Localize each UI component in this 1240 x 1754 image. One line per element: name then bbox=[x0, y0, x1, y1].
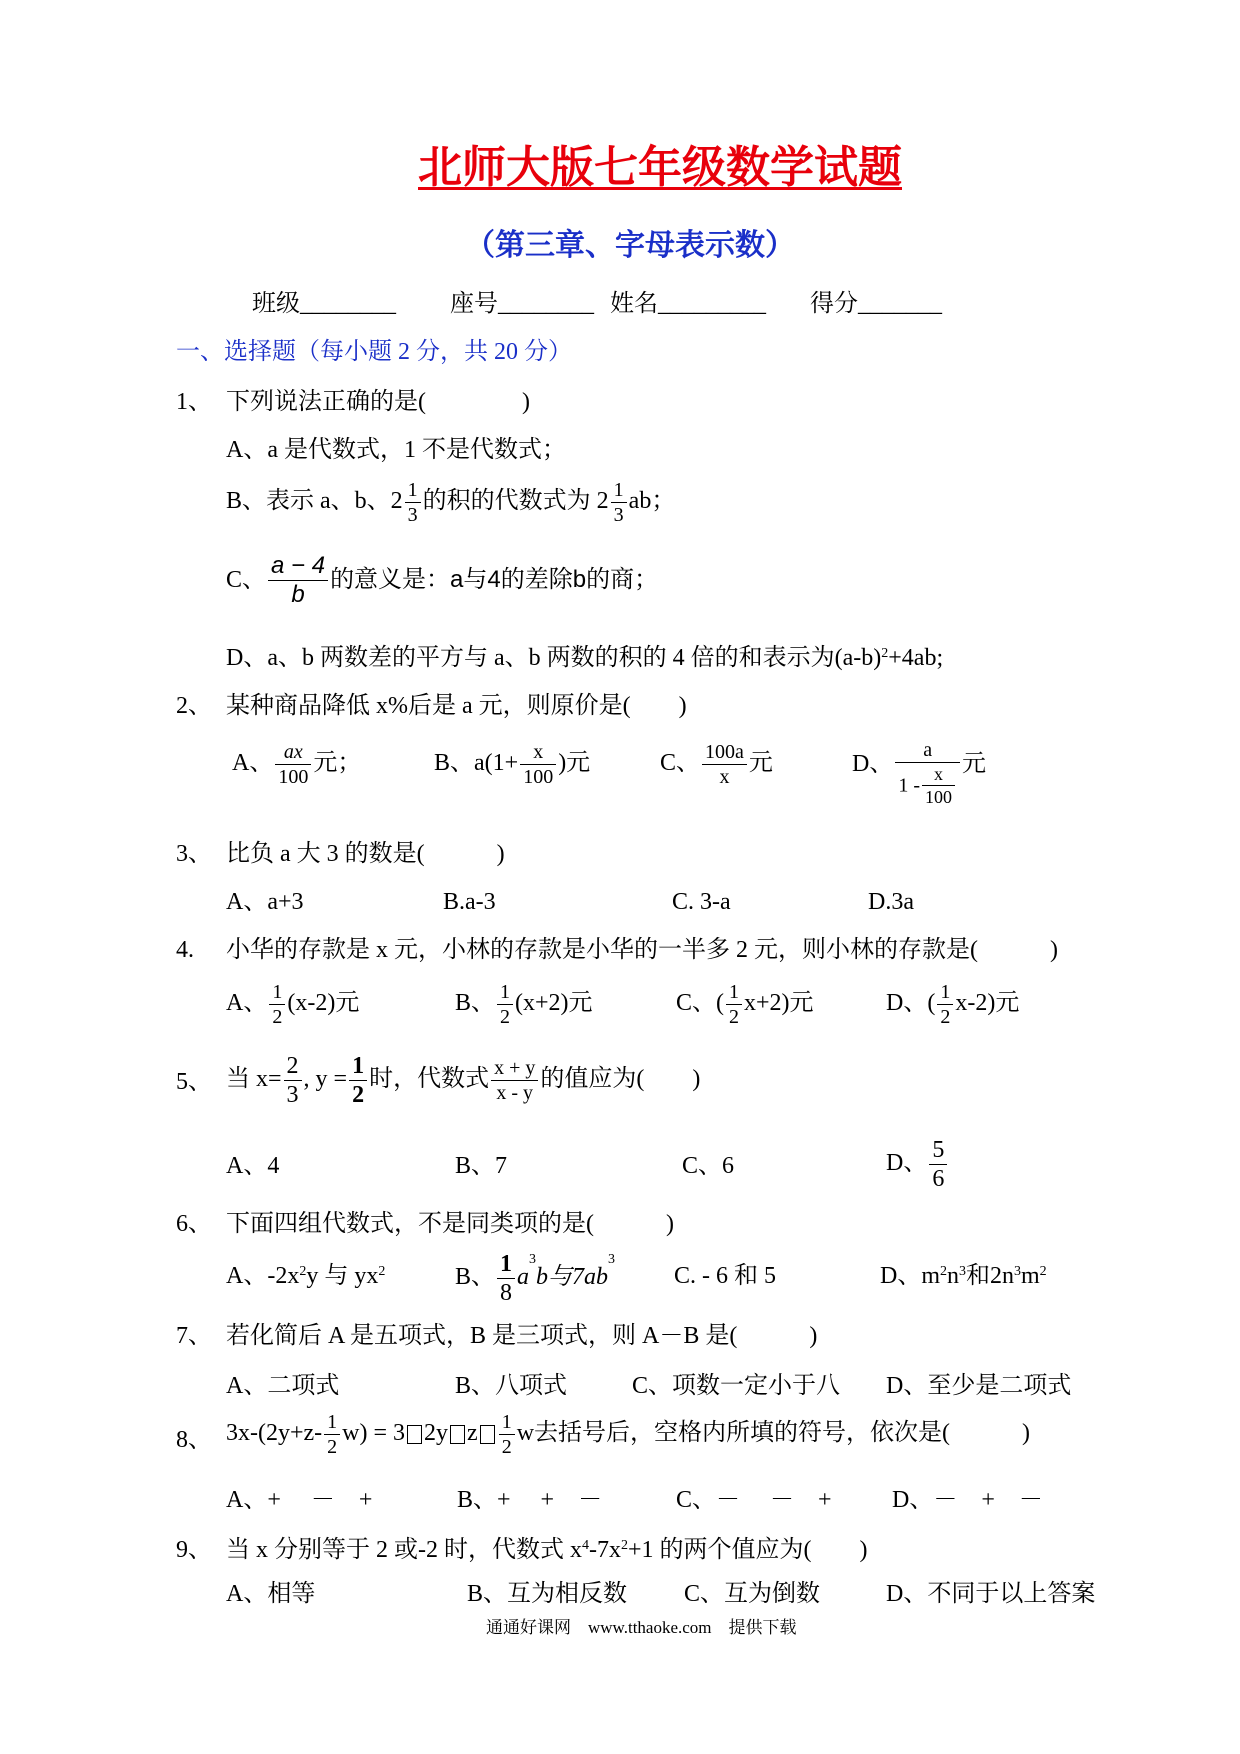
q8-option-d: D、－ + － bbox=[892, 1487, 1043, 1513]
q1-d-post: +4ab; bbox=[888, 645, 944, 671]
q4-d-pre: D、( bbox=[886, 990, 936, 1017]
q4-d-post: x-2)元 bbox=[955, 990, 1020, 1017]
name-field: 姓名_________ bbox=[610, 291, 766, 317]
q9-option-d: D、不同于以上答案 bbox=[886, 1581, 1096, 1607]
fraction-half: $\frac{1}{2}$ bbox=[497, 980, 513, 1029]
fraction: $\frac{1}{8}$ bbox=[497, 1250, 515, 1307]
mixed-fraction: $\frac{1}{3}$ bbox=[405, 478, 421, 527]
q4-c-post: x+2)元 bbox=[744, 990, 814, 1017]
q9-pre: 当 x 分别等于 2 或-2 时，代数式 x bbox=[226, 1537, 582, 1563]
q9-post: +1 的两个值应为( ) bbox=[628, 1537, 868, 1563]
q2-d-post: 元 bbox=[962, 751, 987, 777]
exponent: 2 bbox=[881, 646, 889, 661]
q4-a-pre: A、 bbox=[226, 990, 268, 1017]
q8-option-a: A、+ － + bbox=[226, 1487, 373, 1513]
fraction-a-minus-4-over-b: $\frac{a - 4}{b}$ bbox=[268, 552, 328, 609]
q4-number: 4. bbox=[176, 937, 194, 963]
fraction-half: $\frac{1}{2}$ bbox=[726, 980, 742, 1029]
q4-b-pre: B、 bbox=[455, 990, 496, 1017]
q5-option-a: A、4 bbox=[226, 1153, 280, 1179]
q6-b-pre: B、 bbox=[455, 1264, 496, 1291]
q7-option-b: B、八项式 bbox=[455, 1373, 568, 1399]
q2-option-d bbox=[852, 738, 986, 808]
q6-option-a: A、$-2x^2y$ 与 $yx^2$ bbox=[226, 1263, 386, 1289]
q2-b-pre: B、a(1+ bbox=[434, 750, 519, 777]
q8-stem: 3x-(2y+z- $\frac{1}{2}$ w) = 3 2y z $\frac{1}{2}$ w去括号后，空格内所填的符号，依次是( ) bbox=[226, 1411, 1031, 1458]
q6-option-d: D、$m^2n^3$和$2n^3m^2$ bbox=[880, 1263, 1047, 1289]
q4-stem: 小华的存款是 x 元，小林的存款是小华的一半多 2 元，则小林的存款是( ) bbox=[226, 937, 1058, 963]
q2-b-post: )元 bbox=[558, 750, 591, 777]
q1-stem: 下列说法正确的是( ) bbox=[226, 389, 530, 415]
q3-option-d: D.3a bbox=[868, 889, 914, 915]
q6-d-pre: D、m bbox=[880, 1263, 940, 1289]
mixed-fraction: $\frac{1}{3}$ bbox=[611, 478, 627, 527]
q2-c-post: 元 bbox=[748, 750, 773, 777]
q7-option-a: A、二项式 bbox=[226, 1373, 340, 1399]
q8-post: w去括号后，空格内所填的符号，依次是( ) bbox=[516, 1420, 1031, 1447]
q1-option-b bbox=[226, 478, 675, 527]
q9-option-c: C、互为倒数 bbox=[684, 1581, 821, 1607]
q2-a-post: 元； bbox=[313, 750, 362, 777]
q2-c-pre: C、 bbox=[660, 750, 701, 777]
q8-pre: 3x-(2y+z- bbox=[226, 1420, 323, 1447]
q3-stem: 比负 a 大 3 的数是( ) bbox=[226, 841, 505, 867]
q6-option-c: C. - 6 和 5 bbox=[674, 1263, 776, 1289]
q2-d-pre: D、 bbox=[852, 751, 894, 777]
q8-option-b: B、+ + － bbox=[457, 1487, 603, 1513]
q3-option-c: C. 3-a bbox=[672, 889, 731, 915]
page-title: 北师大版七年级数学试题 bbox=[418, 142, 902, 193]
q5-option-d bbox=[886, 1136, 949, 1193]
q9-stem: 当 x 分别等于 2 或-2 时，代数式 $x^4-7x^2+1$ 的两个值应为( ) bbox=[226, 1537, 868, 1563]
page-subtitle: （第三章、字母表示数） bbox=[465, 228, 795, 263]
q7-option-d: D、至少是二项式 bbox=[886, 1373, 1072, 1399]
q1-c-pre: C、 bbox=[226, 566, 267, 593]
page-footer: 通通好课网 www.tthaoke.com 提供下载 bbox=[486, 1618, 797, 1637]
q1-d-text: D、a、b 两数差的平方与 a、b 两数的积的 4 倍的和表示为(a-b) bbox=[226, 645, 882, 671]
q3-option-a: A、a+3 bbox=[226, 889, 304, 915]
q2-a-pre: A、 bbox=[232, 750, 274, 777]
q6-a-pre: A、-2x bbox=[226, 1263, 300, 1289]
q6-stem: 下面四组代数式，不是同类项的是( ) bbox=[226, 1211, 674, 1237]
q4-b-post: (x+2)元 bbox=[515, 990, 593, 1017]
blank-box bbox=[407, 1425, 422, 1444]
q7-number: 7、 bbox=[176, 1323, 212, 1349]
q3-option-b: B.a-3 bbox=[443, 889, 496, 915]
q3-number: 3、 bbox=[176, 841, 212, 867]
q8-mid: w) = 3 bbox=[342, 1420, 406, 1447]
complex-fraction: a 1 - $\frac{x}{100}$ bbox=[895, 738, 960, 808]
q1-b-post: ab； bbox=[628, 488, 676, 515]
seat-field: 座号________ bbox=[450, 291, 594, 317]
fraction: $\frac{x}{100}$ bbox=[520, 740, 556, 789]
fraction-half: $\frac{1}{2}$ bbox=[937, 980, 953, 1029]
q5-d-pre: D、 bbox=[886, 1150, 928, 1177]
q5-post: 的值应为( ) bbox=[540, 1066, 701, 1093]
blank-box bbox=[450, 1425, 465, 1444]
fraction: $\frac{5}{6}$ bbox=[929, 1136, 947, 1193]
fraction: $\frac{1}{2}$ bbox=[499, 1410, 515, 1459]
q4-option-d bbox=[886, 980, 1019, 1029]
q4-option-b bbox=[455, 980, 593, 1029]
q6-number: 6、 bbox=[176, 1211, 212, 1237]
q9-number: 9、 bbox=[176, 1537, 212, 1563]
q5-mid2: 时，代数式 bbox=[369, 1066, 490, 1093]
fraction: $\frac{ax}{100}$ bbox=[275, 740, 311, 789]
fraction-x: $\frac{2}{3}$ bbox=[284, 1052, 302, 1109]
q8-option-c: C、－ － + bbox=[676, 1487, 832, 1513]
q2-option-b bbox=[434, 740, 590, 789]
q5-option-c: C、6 bbox=[682, 1153, 735, 1179]
q1-b-pre: B、表示 a、b、2 bbox=[226, 488, 403, 515]
q9-option-b: B、互为相反数 bbox=[467, 1581, 628, 1607]
q8-number: 8、 bbox=[176, 1427, 212, 1453]
q1-option-a: A、a 是代数式，1 不是代数式； bbox=[226, 437, 566, 463]
q5-mid: , y = bbox=[303, 1066, 348, 1093]
q5-option-b: B、7 bbox=[455, 1153, 508, 1179]
q1-b-mid: 的积的代数式为 2 bbox=[422, 488, 609, 515]
q1-option-d bbox=[226, 644, 943, 672]
q4-option-a bbox=[226, 980, 359, 1029]
q6-option-b: B、 $\frac{1}{8}$ $a^3b$与$7ab^3$ bbox=[455, 1251, 616, 1306]
q7-stem: 若化简后 A 是五项式，B 是三项式，则 A－B 是( ) bbox=[226, 1323, 818, 1349]
q5-stem bbox=[226, 1052, 700, 1109]
fraction: $\frac{100a}{x}$ bbox=[702, 740, 747, 789]
q2-number: 2、 bbox=[176, 693, 212, 719]
q5-number: 5、 bbox=[176, 1069, 212, 1095]
q4-a-post: (x-2)元 bbox=[287, 990, 360, 1017]
q9-option-a: A、相等 bbox=[226, 1581, 316, 1607]
q4-c-pre: C、( bbox=[676, 990, 724, 1017]
q6-a-mid: y 与 yx bbox=[306, 1263, 379, 1289]
q2-option-c bbox=[660, 740, 773, 789]
q4-option-c bbox=[676, 980, 814, 1029]
class-field: 班级________ bbox=[252, 291, 396, 317]
blank-box bbox=[480, 1425, 495, 1444]
section-heading: 一、选择题（每小题 2 分，共 20 分） bbox=[176, 339, 572, 365]
q7-option-c: C、项数一定小于八 bbox=[632, 1373, 841, 1399]
fraction: $\frac{1}{2}$ bbox=[324, 1410, 340, 1459]
q1-c-post: 的意义是：a与4的差除b的商； bbox=[330, 565, 659, 593]
q2-stem: 某种商品降低 x%后是 a 元，则原价是( ) bbox=[226, 693, 687, 719]
fraction-expression: $\frac{x + y}{x - y}$ bbox=[491, 1056, 538, 1105]
q5-pre: 当 x= bbox=[226, 1066, 282, 1093]
score-field: 得分_______ bbox=[810, 291, 942, 317]
fraction-y: $\frac{1}{2}$ bbox=[349, 1052, 367, 1109]
q1-option-c bbox=[226, 552, 658, 609]
q2-option-a bbox=[232, 740, 361, 789]
fraction-half: $\frac{1}{2}$ bbox=[269, 980, 285, 1029]
q1-number: 1、 bbox=[176, 389, 212, 415]
